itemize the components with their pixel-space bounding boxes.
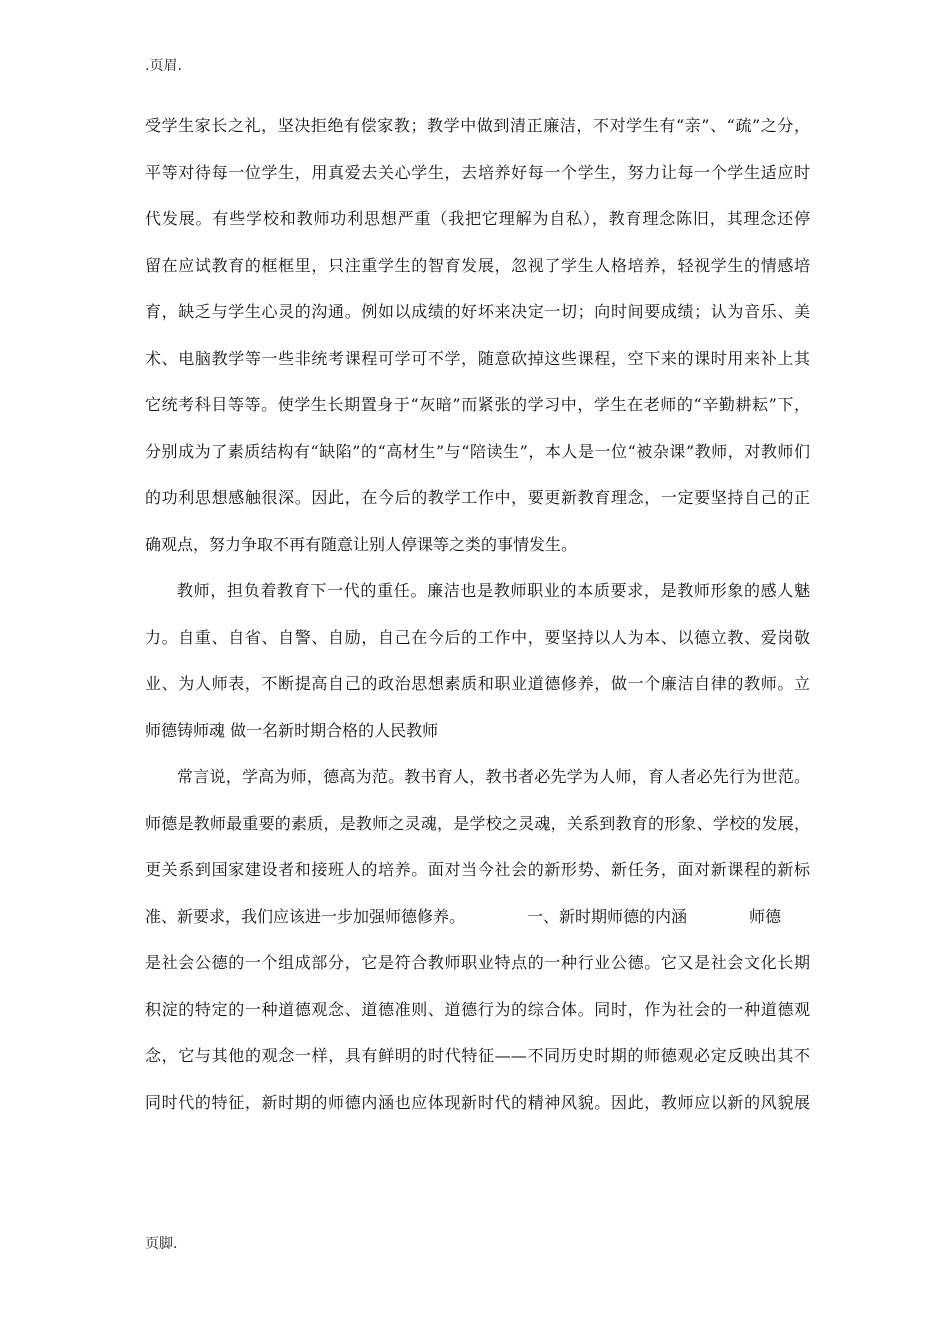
body-line: 的功利思想感触很深。因此，在今后的教学工作中，要更新教育理念，一定要坚持自己的正 xyxy=(145,488,810,507)
body-line: 术、电脑教学等一些非统考课程可学可不学，随意砍掉这些课程，空下来的课时用来补上其 xyxy=(145,348,810,368)
body-line: 受学生家长之礼，坚决拒绝有偿家教；教学中做到清正廉洁，不对学生有“亲”、“疏”之分， xyxy=(145,116,810,135)
body-line: 积淀的特定的一种道德观念、道德准则、道德行为的综合体。同时，作为社会的一种道德观 xyxy=(145,999,810,1019)
body-line: 师德是教师最重要的素质，是教师之灵魂，是学校之灵魂，关系到教育的形象、学校的发展， xyxy=(145,813,810,833)
body-line-text: 准、新要求，我们应该进一步加强师德修养。 xyxy=(145,906,466,926)
body-line: 留在应试教育的框框里，只注重学生的智育发展，忽视了学生人格培养，轻视学生的情感培 xyxy=(145,255,810,275)
body-line: 确观点，努力争取不再有随意让别人停课等之类的事情发生。 xyxy=(145,534,578,554)
body-line: 代发展。有些学校和教师功利思想严重（我把它理解为自私），教育理念陈旧，其理念还停 xyxy=(145,209,810,228)
section-heading: 一、新时期师德的内涵 xyxy=(527,906,688,926)
section-lead: 师德 xyxy=(749,906,782,926)
body-line: 念，它与其他的观念一样，具有鲜明的时代特征——不同历史时期的师德观必定反映出其不 xyxy=(145,1046,810,1065)
article-title-line: 师德铸师魂 做一名新时期合格的人民教师 xyxy=(145,720,439,740)
body-line: 更关系到国家建设者和接班人的培养。面对当今社会的新形势、新任务，面对新课程的新标 xyxy=(145,860,810,879)
body-line: 分别成为了素质结构有“缺陷”的“高材生”与“陪读生”，本人是一位“被杂课”教师，对教师们 xyxy=(145,441,810,461)
page-footer: 页脚. xyxy=(145,1236,178,1252)
body-line-with-heading xyxy=(145,899,810,946)
paragraph-first-line: 教师，担负着教育下一代的重任。廉洁也是教师职业的本质要求，是教师形象的感人魅 xyxy=(177,581,810,600)
body-line: 是社会公德的一个组成部分，它是符合教师职业特点的一种行业公德。它又是社会文化长期 xyxy=(145,953,810,972)
body-line: 力。自重、自省、自警、自励，自己在今后的工作中，要坚持以人为本、以德立教、爱岗敬 xyxy=(145,627,810,647)
body-line: 育，缺乏与学生心灵的沟通。例如以成绩的好坏来决定一切；向时间要成绩；认为音乐、美 xyxy=(145,302,810,321)
body-line: 平等对待每一位学生，用真爱去关心学生，去培养好每一个学生，努力让每一个学生适应时 xyxy=(145,162,810,182)
body-line: 同时代的特征，新时期的师德内涵也应体现新时代的精神风貌。因此，教师应以新的风貌展 xyxy=(145,1092,810,1112)
page-header: .页眉. xyxy=(145,58,182,74)
document-body xyxy=(145,108,810,1131)
paragraph-first-line: 常言说，学高为师，德高为范。教书育人，教书者必先学为人师，育人者必先行为世范。 xyxy=(177,767,810,786)
body-line: 业、为人师表，不断提高自己的政治思想素质和职业道德修养，做一个廉洁自律的教师。立 xyxy=(145,674,810,693)
body-line: 它统考科目等等。使学生长期置身于“灰暗”而紧张的学习中，学生在老师的“辛勤耕耘”下， xyxy=(145,395,810,414)
